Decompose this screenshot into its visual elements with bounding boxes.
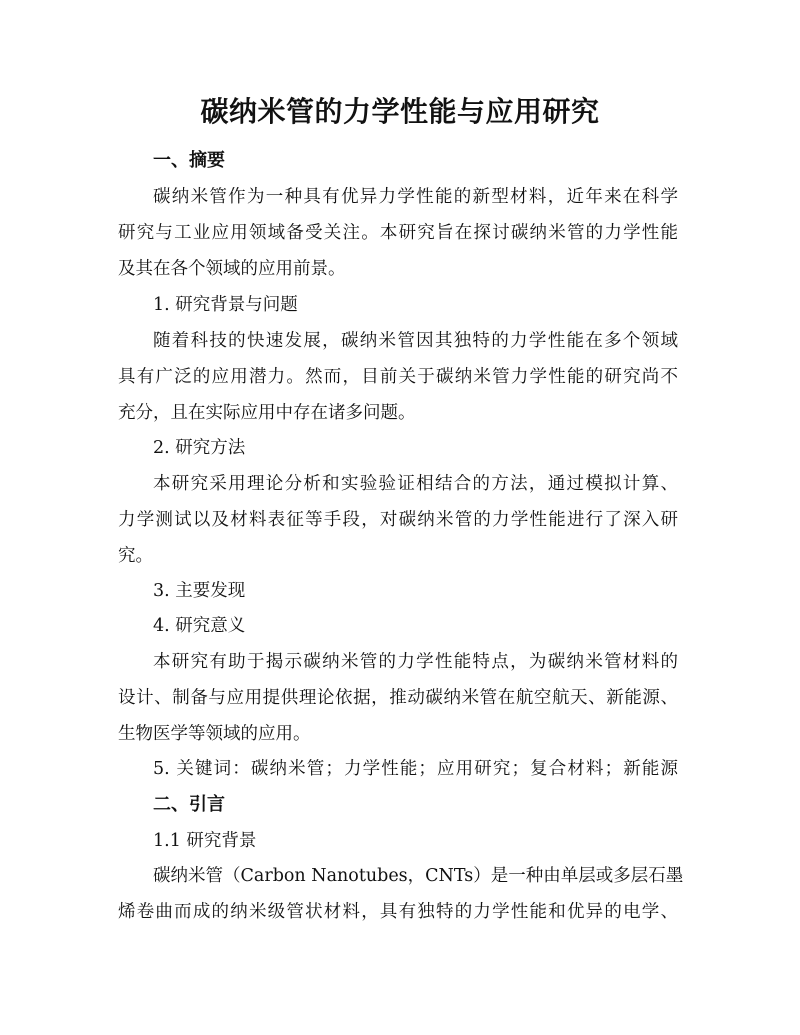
introduction-heading: 二、引言 [153, 794, 225, 815]
item-5-keywords: 5. 关键词：碳纳米管；力学性能；应用研究；复合材料；新能源 [153, 759, 678, 779]
item-2-line-3: 究。 [118, 546, 153, 566]
subsection-1-1-heading: 1.1 研究背景 [153, 831, 257, 851]
item-4-line-1: 本研究有助于揭示碳纳米管的力学性能特点，为碳纳米管材料的 [153, 652, 678, 672]
item-2-line-1: 本研究采用理论分析和实验验证相结合的方法，通过模拟计算、 [153, 474, 678, 494]
item-2-heading: 2. 研究方法 [153, 438, 246, 458]
subsection-1-1-line-2: 烯卷曲而成的纳米级管状材料，具有独特的力学性能和优异的电学、 [118, 902, 678, 922]
item-1-line-1: 随着科技的快速发展，碳纳米管因其独特的力学性能在多个领域 [153, 331, 678, 351]
item-1-heading: 1. 研究背景与问题 [153, 295, 298, 315]
item-4-heading: 4. 研究意义 [153, 616, 246, 636]
item-2-line-2: 力学测试以及材料表征等手段，对碳纳米管的力学性能进行了深入研 [118, 510, 678, 530]
abstract-heading: 一、摘要 [153, 150, 225, 171]
abstract-line-1: 碳纳米管作为一种具有优异力学性能的新型材料，近年来在科学 [153, 187, 678, 207]
item-4-line-2: 设计、制备与应用提供理论依据，推动碳纳米管在航空航天、新能源、 [118, 688, 678, 708]
item-1-line-2: 具有广泛的应用潜力。然而，目前关于碳纳米管力学性能的研究尚不 [118, 367, 678, 387]
abstract-line-2: 研究与工业应用领域备受关注。本研究旨在探讨碳纳米管的力学性能 [118, 223, 678, 243]
item-1-line-3: 充分，且在实际应用中存在诸多问题。 [118, 403, 416, 423]
item-4-line-3: 生物医学等领域的应用。 [118, 724, 311, 744]
item-3-heading: 3. 主要发现 [153, 581, 246, 601]
document-title: 碳纳米管的力学性能与应用研究 [200, 95, 600, 128]
abstract-line-3: 及其在各个领域的应用前景。 [118, 259, 346, 279]
subsection-1-1-line-1: 碳纳米管（Carbon Nanotubes，CNTs）是一种由单层或多层石墨 [153, 866, 684, 886]
